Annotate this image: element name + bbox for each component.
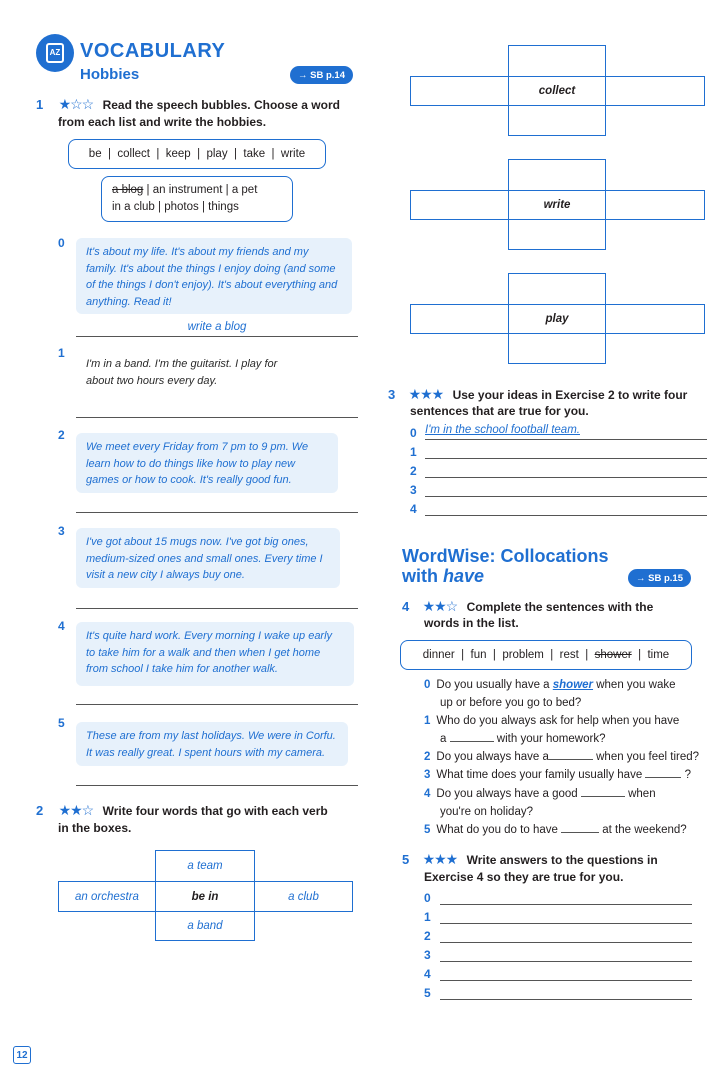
line-number: 2 — [410, 464, 417, 478]
verb-word: collect — [117, 147, 150, 160]
speech-bubble: These are from my last holidays. We were in Corfu. It was really great. I spent hours with my camera. — [76, 722, 348, 766]
answer-line[interactable] — [425, 445, 707, 459]
sentence-text: when you feel tired? — [592, 751, 700, 763]
sentence — [424, 712, 704, 748]
item-number: 1 — [58, 346, 65, 360]
sentence-text: with your homework? — [493, 733, 606, 745]
ex3-stars: ★★★ — [408, 386, 444, 402]
ex5-header — [402, 851, 702, 869]
line-number: 5 — [424, 986, 431, 1000]
answer-line[interactable] — [440, 948, 692, 962]
ex3-header — [388, 386, 708, 404]
ex3-number: 3 — [388, 387, 396, 402]
sentence-number: 0 — [424, 679, 431, 691]
line-number: 4 — [424, 967, 431, 981]
sentence — [424, 676, 704, 712]
verb-word: write — [280, 147, 306, 160]
list-word: problem — [502, 648, 544, 661]
noun-list: a blog | an instrument | a pet in a club | photos | things — [101, 176, 293, 222]
answer-line[interactable] — [425, 483, 707, 497]
student-book-reference[interactable]: → SB p.14 — [290, 66, 353, 84]
answer-line[interactable] — [76, 512, 358, 513]
ex4-number: 4 — [402, 599, 410, 614]
sentence-number: 1 — [424, 715, 431, 727]
vocabulary-icon: AZ — [36, 34, 74, 72]
grid-center-verb: collect — [508, 76, 606, 106]
sentence-text: Do you always have a — [436, 751, 549, 763]
grid-left-cell[interactable] — [410, 190, 509, 220]
ex1-instruction: Read the speech bubbles. Choose a word — [102, 98, 340, 112]
sentence — [424, 766, 704, 784]
ex4-stars: ★★☆ — [422, 598, 458, 614]
sentence-text: when you wake — [593, 679, 676, 691]
sentence — [424, 821, 704, 839]
sentence-text: Do you usually have a — [436, 679, 553, 691]
item-number: 2 — [58, 428, 65, 442]
sentence-text: at the weekend? — [599, 824, 687, 836]
answer-line[interactable] — [425, 502, 707, 516]
ex2-number: 2 — [36, 803, 44, 818]
speech-bubble: It's about my life. It's about my friends and my family. It's about the things I enjoy doing (and some of the things I don't enjoy). It's about everything and anything. Read it! — [76, 238, 352, 314]
sentence-text: when — [624, 788, 656, 800]
grid-right-cell[interactable] — [605, 190, 705, 220]
answer-line[interactable] — [425, 464, 707, 478]
ex2-instruction-2: in the boxes. — [58, 821, 132, 835]
grid-bottom-cell[interactable] — [508, 333, 606, 364]
verb-list: be | collect | keep | play | take | write — [68, 139, 326, 169]
sentence-number: 5 — [424, 824, 431, 836]
line-number: 3 — [410, 483, 417, 497]
ex5-stars: ★★★ — [422, 851, 458, 867]
sentence-number: 2 — [424, 751, 431, 763]
item-number: 3 — [58, 524, 65, 538]
ex2-header — [36, 802, 366, 820]
answer-line[interactable] — [440, 910, 692, 924]
list-word: shower — [594, 648, 632, 661]
ex5-instruction: Write answers to the questions in — [466, 853, 658, 867]
wordwise-title: WordWise: Collocations — [402, 546, 609, 566]
verb-word: take — [243, 147, 266, 160]
answer-line[interactable] — [440, 929, 692, 943]
speech-bubble: We meet every Friday from 7 pm to 9 pm. We learn how to do things like how to play new games or how to cook. It's really good fun. — [76, 433, 338, 493]
answer-line[interactable] — [440, 986, 692, 1000]
speech-bubble: I'm in a band. I'm the guitarist. I play for about two hours every day. — [76, 350, 316, 392]
sentence-text: up or before you go to bed? — [440, 697, 582, 709]
ex1-header — [36, 96, 366, 114]
line-number: 1 — [410, 445, 417, 459]
noun-word: photos — [164, 201, 199, 213]
answer-blank[interactable] — [549, 750, 593, 760]
sentence-text: What time does your family usually have — [436, 769, 643, 781]
grid-left-cell: an orchestra — [58, 881, 156, 912]
list-word: dinner — [422, 648, 455, 661]
ex4-instruction: Complete the sentences with the — [466, 600, 654, 614]
line-number: 1 — [424, 910, 431, 924]
speech-bubble: It's quite hard work. Every morning I wake up early to take him for a walk and then when I get home from school I take him for another walk. — [76, 622, 354, 686]
sentence-text: Do you always have a good — [436, 788, 578, 800]
item-number: 4 — [58, 619, 65, 633]
grid-right-cell[interactable] — [605, 76, 705, 106]
grid-top-cell[interactable] — [508, 45, 606, 77]
noun-word: things — [208, 201, 239, 213]
answer-line[interactable]: I'm in the school football team. — [425, 424, 707, 440]
answer-line[interactable] — [76, 785, 358, 786]
noun-word: in a club — [112, 201, 155, 213]
section-title: VOCABULARY — [80, 40, 226, 62]
grid-top-cell[interactable] — [508, 159, 606, 191]
grid-top-cell[interactable] — [508, 273, 606, 305]
noun-word: an instrument — [152, 184, 223, 196]
grid-bottom-cell[interactable] — [508, 219, 606, 250]
line-number: 0 — [410, 426, 417, 440]
grid-top-cell: a team — [155, 850, 255, 882]
grid-right-cell[interactable] — [605, 304, 705, 334]
sentence — [424, 748, 704, 766]
list-word: fun — [470, 648, 487, 661]
noun-word: a blog — [112, 184, 144, 196]
ex2-stars: ★★☆ — [58, 802, 94, 818]
answer-line[interactable] — [76, 704, 358, 705]
wordwise-title-text: with — [402, 566, 443, 586]
sentence-text: a — [440, 733, 447, 745]
sentence-text: you're on holiday? — [440, 806, 533, 818]
grid-right-cell: a club — [254, 881, 353, 912]
answer-line[interactable] — [76, 608, 358, 609]
ex5-number: 5 — [402, 852, 410, 867]
answer-blank[interactable] — [581, 787, 625, 797]
sentence-text: ? — [681, 769, 692, 781]
item-number: 5 — [58, 716, 65, 730]
ex2-instruction: Write four words that go with each verb — [102, 804, 328, 818]
verb-word: keep — [165, 147, 191, 160]
noun-word: a pet — [231, 184, 258, 196]
ex1-number: 1 — [36, 97, 44, 112]
answer-blank[interactable] — [645, 768, 681, 778]
line-number: 0 — [424, 891, 431, 905]
ex4-instruction-2: words in the list. — [424, 616, 519, 630]
grid-bottom-cell[interactable] — [508, 105, 606, 136]
grid-bottom-cell: a band — [155, 911, 255, 941]
answer-line[interactable] — [440, 967, 692, 981]
wordwise-title-2 — [402, 566, 484, 587]
sentence-number: 4 — [424, 788, 431, 800]
ex1-instruction-2: from each list and write the hobbies. — [58, 115, 267, 129]
answer-line[interactable]: write a blog — [76, 321, 358, 337]
ex3-instruction: Use your ideas in Exercise 2 to write four — [452, 388, 688, 402]
grid-left-cell[interactable] — [410, 304, 509, 334]
ex1-stars: ★☆☆ — [58, 96, 94, 112]
grid-left-cell[interactable] — [410, 76, 509, 106]
answer-blank[interactable] — [450, 732, 494, 742]
line-number: 2 — [424, 929, 431, 943]
line-number: 4 — [410, 502, 417, 516]
ex5-instruction-2: Exercise 4 so they are true for you. — [424, 870, 624, 884]
ex3-instruction-2: sentences that are true for you. — [410, 404, 589, 418]
student-book-reference[interactable]: → SB p.15 — [628, 569, 691, 587]
item-number: 0 — [58, 236, 65, 250]
grid-center-verb: write — [508, 190, 606, 220]
word-list: dinner | fun | problem | rest | shower | time — [400, 640, 692, 670]
grid-center-verb: play — [508, 304, 606, 334]
sentence-number: 3 — [424, 769, 431, 781]
sentence-text: Who do you always ask for help when you have — [436, 715, 680, 727]
answer-blank[interactable] — [561, 823, 599, 833]
grid-center-verb: be in — [155, 881, 255, 912]
list-word: time — [647, 648, 670, 661]
answer-line[interactable] — [76, 417, 358, 418]
list-word: rest — [559, 648, 579, 661]
wordwise-title-keyword: have — [443, 566, 485, 586]
speech-bubble: I've got about 15 mugs now. I've got big ones, medium-sized ones and small ones. Every time I visit a new city I always buy one. — [76, 528, 340, 588]
line-number: 3 — [424, 948, 431, 962]
sentence-text: What do you do to have — [436, 824, 558, 836]
ex4-header — [402, 598, 702, 616]
verb-word: play — [206, 147, 228, 160]
answer-line[interactable] — [440, 891, 692, 905]
sentence — [424, 785, 704, 821]
page-number: 12 — [13, 1046, 31, 1064]
section-subtitle: Hobbies — [80, 66, 140, 83]
verb-word: be — [88, 147, 102, 160]
answer-blank[interactable]: shower — [552, 679, 594, 691]
